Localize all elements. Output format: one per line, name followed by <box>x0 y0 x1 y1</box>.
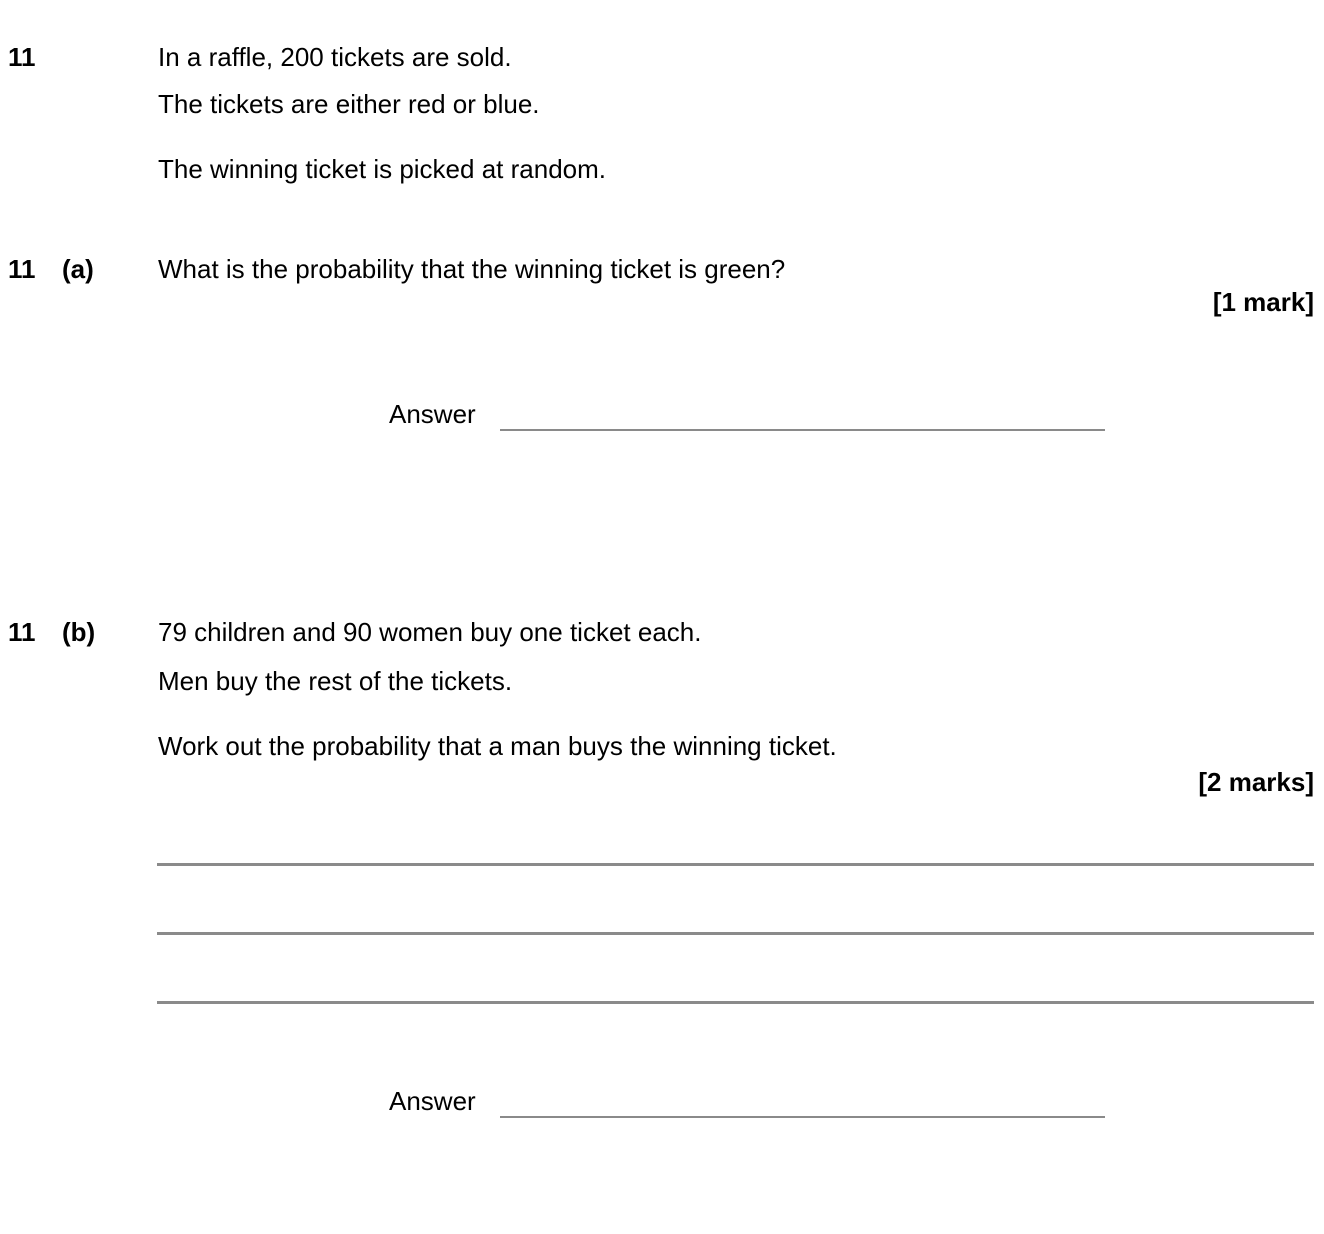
part-a-marks-label: [1 mark] <box>1212 287 1314 317</box>
part-b-answer-label: Answer <box>389 1086 476 1116</box>
part-b-working-line-1 <box>157 863 1314 866</box>
part-b-marks-label: [2 marks] <box>1198 767 1314 797</box>
question-number: 11 <box>8 42 36 72</box>
part-b-statement-line-2: Men buy the rest of the tickets. <box>158 666 513 696</box>
part-a-letter: (a) <box>62 254 94 284</box>
part-a-answer-line <box>500 429 1105 431</box>
question-intro-line-3: The winning ticket is picked at random. <box>158 154 606 184</box>
part-b-question-text: Work out the probability that a man buys the winning ticket. <box>158 731 837 761</box>
part-b-working-line-2 <box>157 932 1314 935</box>
part-b-statement-line-1: 79 children and 90 women buy one ticket each. <box>158 617 702 647</box>
part-a-question-number: 11 <box>8 254 36 284</box>
part-a-question-text: What is the probability that the winning ticket is green? <box>158 254 786 284</box>
question-intro-line-2: The tickets are either red or blue. <box>158 89 540 119</box>
part-b-letter: (b) <box>62 617 96 647</box>
part-a-answer-label: Answer <box>389 399 476 429</box>
question-intro-line-1: In a raffle, 200 tickets are sold. <box>158 42 512 72</box>
part-b-working-line-3 <box>157 1001 1314 1004</box>
part-b-answer-line <box>500 1116 1105 1118</box>
part-b-question-number: 11 <box>8 617 36 647</box>
